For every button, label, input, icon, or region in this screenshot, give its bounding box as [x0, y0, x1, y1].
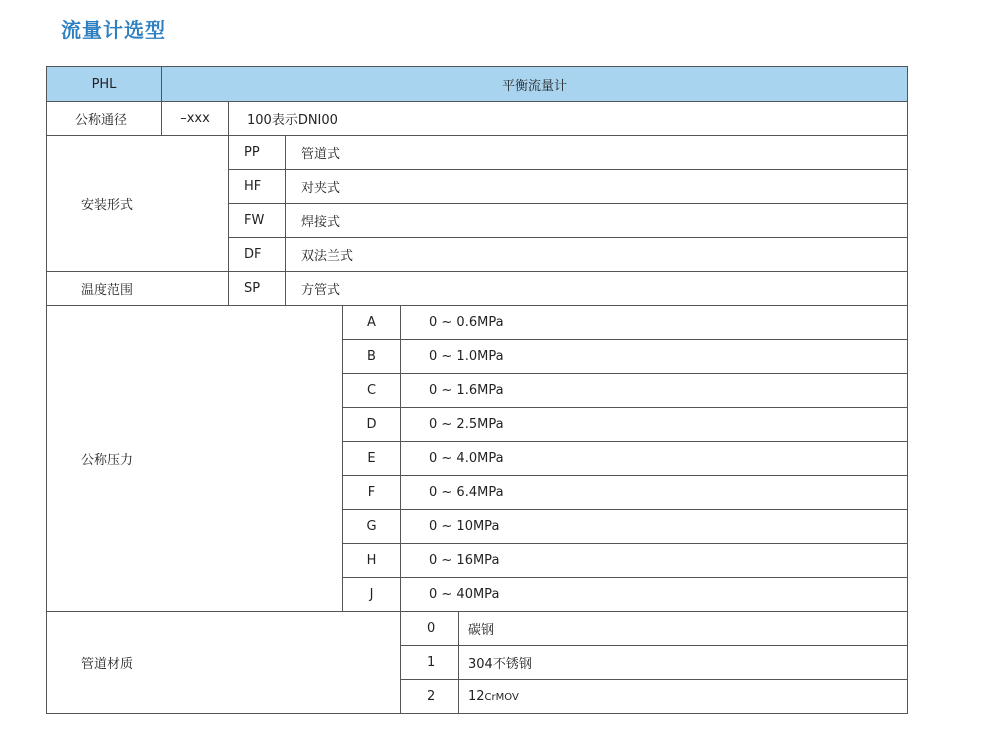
install-code: DF: [229, 238, 286, 272]
install-label: 安装形式: [47, 136, 229, 272]
material-desc: 碳钢: [459, 612, 908, 646]
temperature-code: SP: [229, 272, 286, 306]
pressure-range: 0 ~ 4.0MPa: [401, 442, 908, 476]
install-desc: 对夹式: [286, 170, 908, 204]
install-desc: 管道式: [286, 136, 908, 170]
install-code: HF: [229, 170, 286, 204]
install-desc: 焊接式: [286, 204, 908, 238]
model-code-cell: PHL: [47, 67, 162, 102]
temperature-desc: 方管式: [286, 272, 908, 306]
pressure-code: H: [343, 544, 401, 578]
pressure-code: F: [343, 476, 401, 510]
material-code: 1: [401, 646, 459, 680]
material-desc-main: 12: [468, 689, 485, 704]
install-desc: 双法兰式: [286, 238, 908, 272]
material-code: 2: [401, 680, 459, 714]
product-name-cell: 平衡流量计: [162, 67, 908, 102]
material-desc-sub: CrMOV: [484, 692, 519, 703]
pressure-range: 0 ~ 10MPa: [401, 510, 908, 544]
table-row: [47, 612, 908, 646]
pressure-code: C: [343, 374, 401, 408]
diameter-label: 公称通径: [47, 102, 162, 136]
pressure-range: 0 ~ 1.0MPa: [401, 340, 908, 374]
table-header-row: [47, 67, 908, 102]
table-row: [47, 136, 908, 170]
table-row: [47, 272, 908, 306]
pressure-range: 0 ~ 0.6MPa: [401, 306, 908, 340]
pressure-range: 0 ~ 16MPa: [401, 544, 908, 578]
pressure-code: B: [343, 340, 401, 374]
pressure-range: 0 ~ 40MPa: [401, 578, 908, 612]
material-desc: 304不锈钢: [459, 646, 908, 680]
pressure-code: J: [343, 578, 401, 612]
pressure-range: 0 ~ 2.5MPa: [401, 408, 908, 442]
pressure-code: G: [343, 510, 401, 544]
page-title: 流量计选型: [61, 18, 166, 42]
table-row: [47, 102, 908, 136]
material-desc: [459, 680, 908, 714]
pressure-range: 0 ~ 6.4MPa: [401, 476, 908, 510]
install-code: FW: [229, 204, 286, 238]
pressure-code: A: [343, 306, 401, 340]
material-label: 管道材质: [47, 612, 401, 714]
temperature-label: 温度范围: [47, 272, 229, 306]
diameter-code: –xxx: [162, 102, 229, 136]
selection-table: [46, 66, 908, 714]
install-code: PP: [229, 136, 286, 170]
diameter-desc: 100表示DNI00: [229, 102, 908, 136]
material-code: 0: [401, 612, 459, 646]
pressure-range: 0 ~ 1.6MPa: [401, 374, 908, 408]
table-row: [47, 306, 908, 340]
pressure-label: 公称压力: [47, 306, 343, 612]
pressure-code: E: [343, 442, 401, 476]
pressure-code: D: [343, 408, 401, 442]
